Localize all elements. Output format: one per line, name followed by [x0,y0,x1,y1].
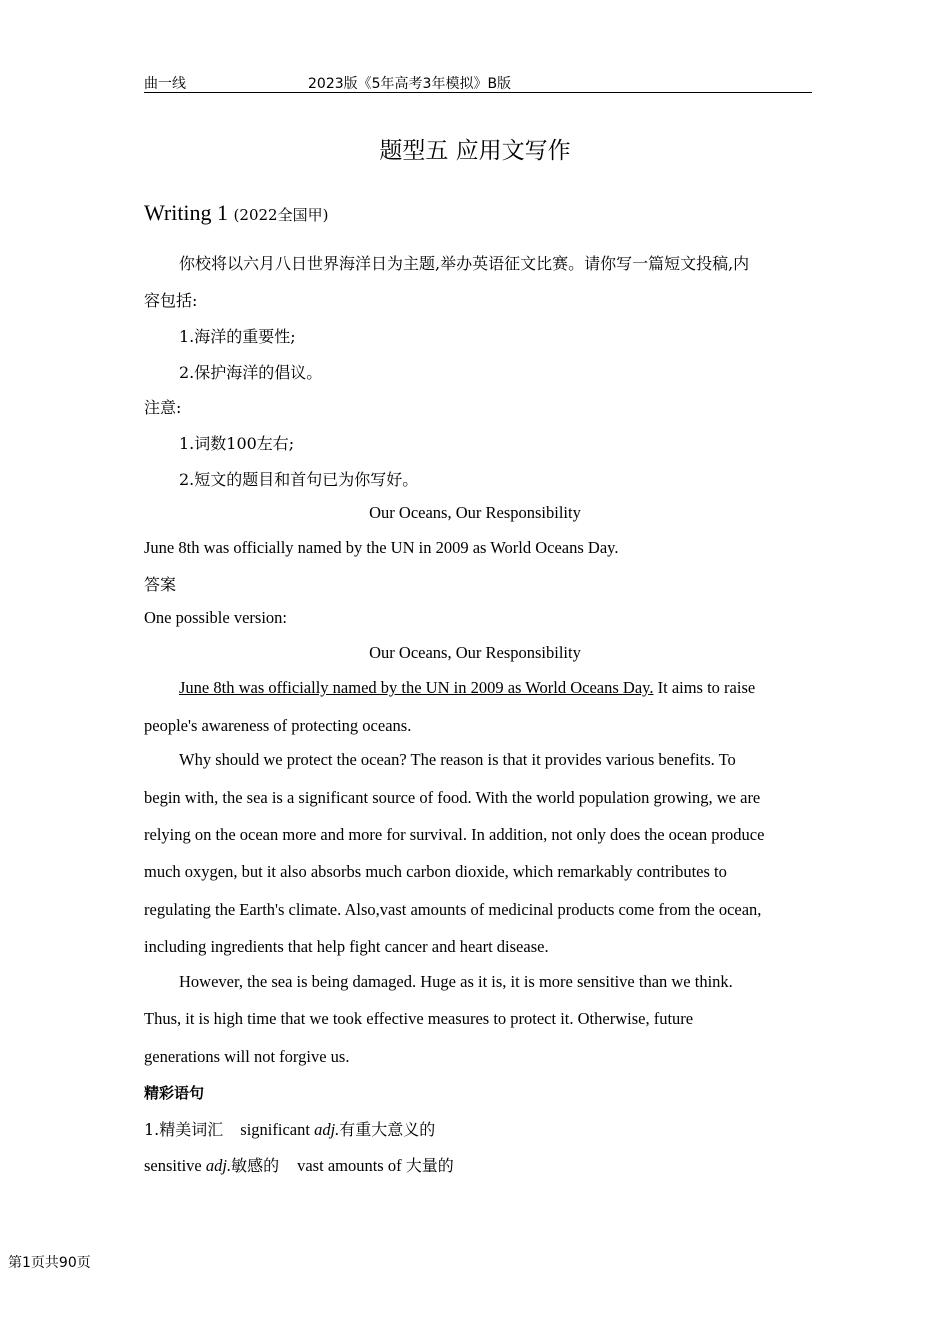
writing-label: Writing 1 [144,200,229,225]
page-footer: 第1页共90页 [8,1255,91,1271]
answer-paragraph-3-line: Thus, it is high time that we took effective measures to protect it. Otherwise, future [144,1009,694,1028]
vocab-prefix: 1.精美词汇 [144,1120,224,1139]
prompt-essay-title: Our Oceans, Our Responsibility [369,503,581,522]
vocab-meaning: 有重大意义的 [339,1120,436,1139]
answer-paragraph-2-line: relying on the ocean more and more for survival. In addition, not only does the ocean produce [144,825,765,844]
paragraph-1-continuation: It aims to raise [653,678,756,697]
prompt-intro-line1: 你校将以六月八日世界海洋日为主题,举办英语征文比赛。请你写一篇短文投稿,内 [179,254,750,273]
writing-source: (2022全国甲) [233,206,329,224]
answer-paragraph-1-line2: people's awareness of protecting oceans. [144,716,412,735]
answer-paragraph-2-line: much oxygen, but it also absorbs much carbon dioxide, which remarkably contributes to [144,862,727,881]
highlights-vocab-line2 [144,1153,454,1176]
prompt-first-sentence: June 8th was officially named by the UN in 2009 as World Oceans Day. [144,538,619,557]
highlights-label: 精彩语句 [144,1084,205,1102]
vocab-meaning: 敏感的 [231,1156,280,1175]
prompt-item-2: 2.保护海洋的倡议。 [179,363,323,382]
vocab-word: vast amounts of [297,1156,406,1175]
answer-paragraph-3-line: generations will not forgive us. [144,1047,350,1066]
answer-paragraph-2-line: begin with, the sea is a significant source of food. With the world population growing, we are [144,788,761,807]
prompt-intro-line2: 容包括: [144,291,198,310]
vocab-word: significant [240,1120,315,1139]
vocab-pos: adj. [205,1156,232,1175]
header-book-title: 2023版《5年高考3年模拟》B版 [308,76,512,92]
writing-heading [144,200,328,226]
answer-paragraph-3-line: However, the sea is being damaged. Huge as it is, it is more sensitive than we think. [179,972,733,991]
prompt-note-1: 1.词数100左右; [179,434,295,453]
answer-paragraph-2-line: including ingredients that help fight cancer and heart disease. [144,937,549,956]
answer-paragraph-2-line: regulating the Earth's climate. Also,vast amounts of medicinal products come from the ocean, [144,900,762,919]
given-first-sentence: June 8th was officially named by the UN in 2009 as World Oceans Day. [179,678,654,697]
section-title: 题型五 应用文写作 [379,138,571,164]
answer-paragraph-2-line: Why should we protect the ocean? The reason is that it provides various benefits. To [179,750,736,769]
answer-version: One possible version: [144,608,287,627]
answer-paragraph-1-line1 [179,678,755,698]
vocab-pos: adj. [314,1120,340,1139]
vocab-word: sensitive [144,1156,206,1175]
prompt-item-1: 1.海洋的重要性; [179,327,296,346]
highlights-vocab-line1 [144,1117,435,1140]
page-header [144,72,812,93]
vocab-meaning: 大量的 [405,1156,454,1175]
answer-essay-title: Our Oceans, Our Responsibility [369,643,581,662]
answer-label: 答案 [144,575,177,594]
prompt-note-2: 2.短文的题目和首句已为你写好。 [179,470,419,489]
header-brand: 曲一线 [144,76,186,92]
prompt-notes-label: 注意: [144,398,182,417]
